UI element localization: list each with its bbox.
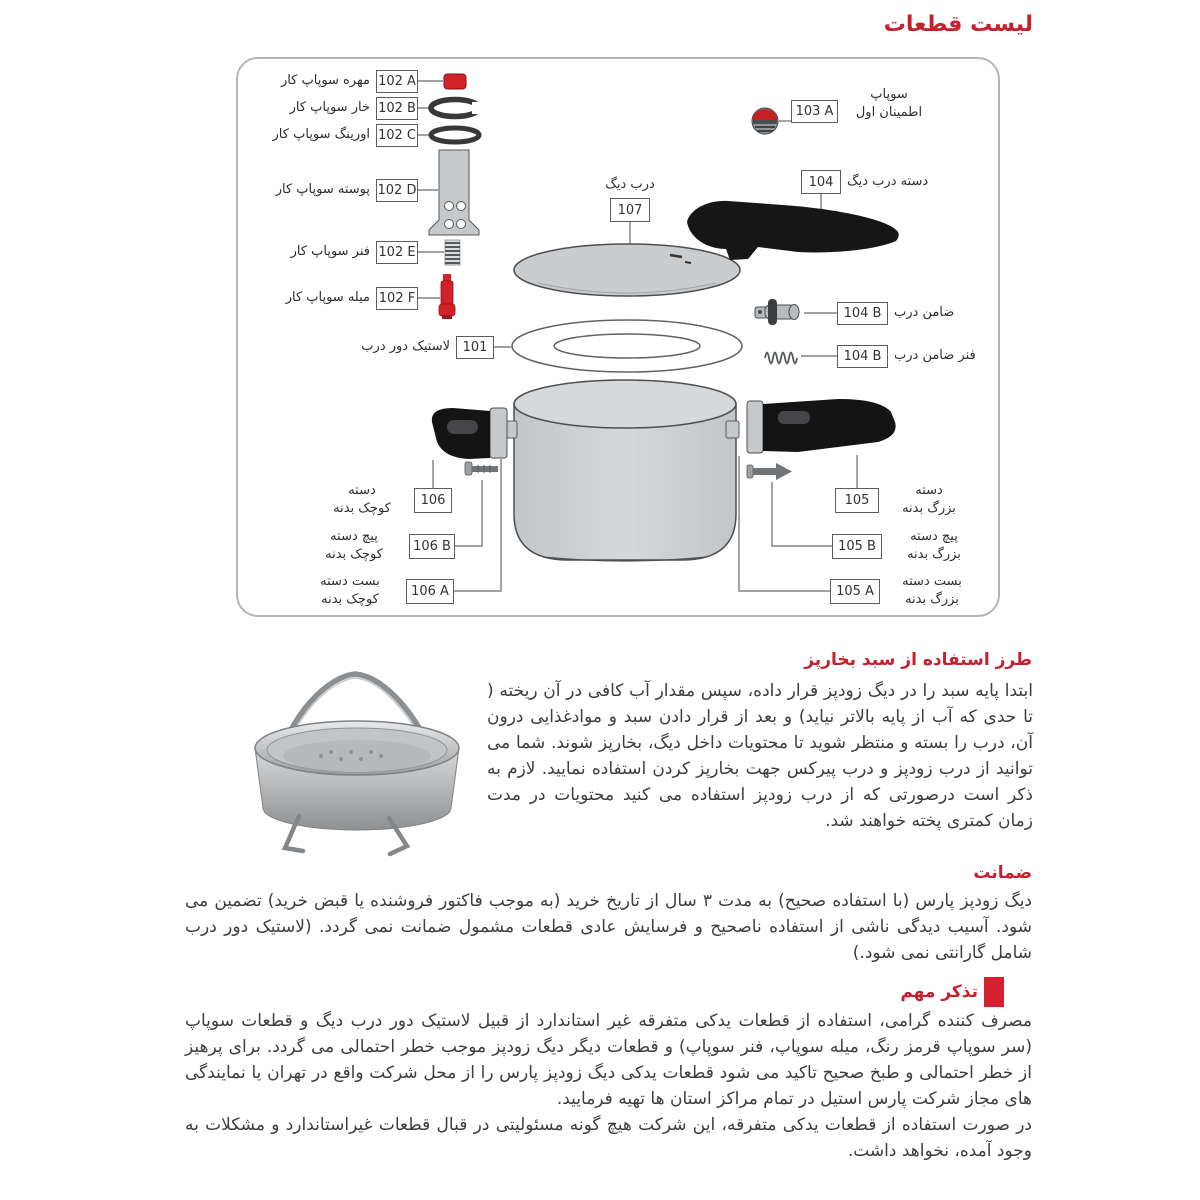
part-code-box-105: 105 — [835, 488, 879, 513]
latch-spring-graphic — [765, 353, 797, 364]
page-title: لیست قطعات — [883, 12, 1033, 37]
part-code-box-106b: 106 B — [409, 534, 455, 559]
lid-handle-graphic — [687, 201, 899, 260]
safety-valve-graphic — [752, 108, 778, 134]
part-label-106b: پیچ دسته کوچک بدنه — [325, 529, 383, 562]
valve-oring-graphic — [431, 128, 479, 142]
valve-rod-graphic — [439, 274, 455, 319]
notice-paragraph-1: مصرف کننده گرامی، استفاده از قطعات یدکی متفرقه غیر استاندارد از قبیل لاستیک دور درب دیگ و قطعات سوپاپ (سر سوپاپ قرمز رنگ، میله سوپاپ، فنر سوپاپ) و قطعات دیگر دیگ زودپز موجب خطر احتمالی می گردد. برای پرهیز از خطر احتمالی و طبخ صحیح تاکید می شود قطعات یدکی دیگ زودپز پارس را از محل شرکت واقع در تهران یا نمایندگی های مجاز شرکت پارس استیل در تمام مراکز استان ها تهیه فرمایید. — [185, 1011, 1032, 1109]
part-code-box-106a: 106 A — [406, 579, 454, 604]
large-handle-screw-graphic — [747, 463, 792, 480]
valve-nut-graphic — [444, 74, 466, 89]
part-label-102d: پوسته سوپاپ کار — [275, 182, 370, 197]
pot-handle-mount-right — [726, 421, 739, 438]
part-label-107: درب دیگ — [605, 177, 655, 192]
notice-section-heading: تذکر مهم — [900, 982, 978, 1002]
part-label-105a: بست دسته بزرگ بدنه — [902, 574, 962, 607]
valve-spring-graphic — [445, 240, 460, 265]
part-code-box-102a: 102 A — [376, 70, 418, 93]
part-label-105b: پیچ دسته بزرگ بدنه — [907, 529, 961, 562]
notice-section-body — [185, 1008, 1032, 1164]
part-code-box-103a: 103 A — [791, 100, 838, 123]
part-label-106: دسته کوچک بدنه — [333, 483, 391, 516]
part-code-box-102e: 102 E — [376, 241, 418, 264]
part-code-box-102c: 102 C — [376, 124, 418, 147]
part-label-102f: میله سوپاپ کار — [285, 290, 370, 305]
warranty-section-heading: ضمانت — [973, 863, 1032, 883]
gasket-graphic — [512, 320, 742, 372]
valve-housing-graphic — [429, 150, 479, 235]
notice-marker-icon — [984, 977, 1004, 1007]
small-handle-screw-graphic — [465, 462, 498, 475]
part-label-104: دسته درب دیگ — [847, 174, 929, 189]
part-code-box-105b: 105 B — [832, 534, 882, 559]
valve-clip-graphic — [431, 100, 484, 117]
part-label-102b: خار سوپاپ کار — [289, 100, 370, 115]
part-label-104b-spring: فنر ضامن درب — [894, 348, 976, 363]
parts-diagram — [236, 57, 1000, 617]
part-code-box-104b-latch: 104 B — [837, 302, 888, 325]
part-code-box-102b: 102 B — [376, 97, 418, 120]
usage-section-heading: طرز استفاده از سبد بخارپز — [804, 650, 1032, 670]
lid-graphic — [514, 244, 740, 296]
part-code-box-107: 107 — [610, 198, 650, 222]
part-code-box-102f: 102 F — [376, 287, 418, 310]
part-label-105: دسته بزرگ بدنه — [902, 483, 956, 516]
part-code-box-104: 104 — [801, 170, 841, 194]
part-code-box-104b-spring: 104 B — [837, 345, 888, 368]
notice-paragraph-2: در صورت استفاده از قطعات یدکی متفرقه، این شرکت هیچ گونه مسئولیتی در قبال قطعات غیراستاندارد و مشکلات به وجود آمده، نخواهد داشت. — [185, 1115, 1032, 1161]
small-body-handle-graphic — [432, 408, 507, 459]
usage-section-body: ابتدا پایه سبد را در دیگ زودپز قرار داده، سپس مقدار آب کافی در آن ریخته ( تا حدی که آب از پایه بالاتر نیاید) و بعد از قرار دادن سبد و موادغذایی درون آن، درب را بسته و منتظر شوید تا محتویات داخل دیگ، بخارپز شوند. شما می توانید از درب زودپز و درب پیرکس جهت بخارپز کردن استفاده نمایید. لازم به ذکر است درصورتی که از درب زودپز استفاده می کنید محتویات در مدت زمان کمتری پخته خواهند شد. — [487, 681, 1033, 831]
warranty-section-body: دیگ زودپز پارس (با استفاده صحیح) به مدت ۳ سال از تاریخ خرید (به موجب فاکتور فروشنده یا قبض خرید) تضمین می شود. آسیب دیدگی ناشی از استفاده ناصحیح و فرسایش عادی قطعات مشمول ضمانت نمی گردد. (لاستیک دور درب شامل گارانتی نمی شود.) — [185, 891, 1032, 963]
part-code-box-105a: 105 A — [830, 579, 880, 604]
part-label-103a: سوپاپ اطمینان اول — [855, 87, 923, 120]
lid-latch-graphic — [755, 299, 799, 325]
part-label-101: لاستیک دور درب — [361, 339, 450, 354]
part-label-102c: اورینگ سوپاپ کار — [272, 127, 370, 142]
part-code-box-102d: 102 D — [376, 179, 418, 202]
steamer-basket-image — [233, 658, 485, 863]
part-code-box-101: 101 — [456, 336, 494, 359]
part-label-104b-latch: ضامن درب — [894, 305, 955, 320]
large-body-handle-graphic — [747, 399, 896, 453]
part-label-102a: مهره سوپاپ کار — [280, 73, 370, 88]
part-label-106a: بست دسته کوچک بدنه — [320, 574, 380, 607]
pot-body-graphic — [504, 380, 739, 561]
part-code-box-106: 106 — [414, 488, 452, 513]
part-label-102e: فنر سوپاپ کار — [290, 244, 370, 259]
